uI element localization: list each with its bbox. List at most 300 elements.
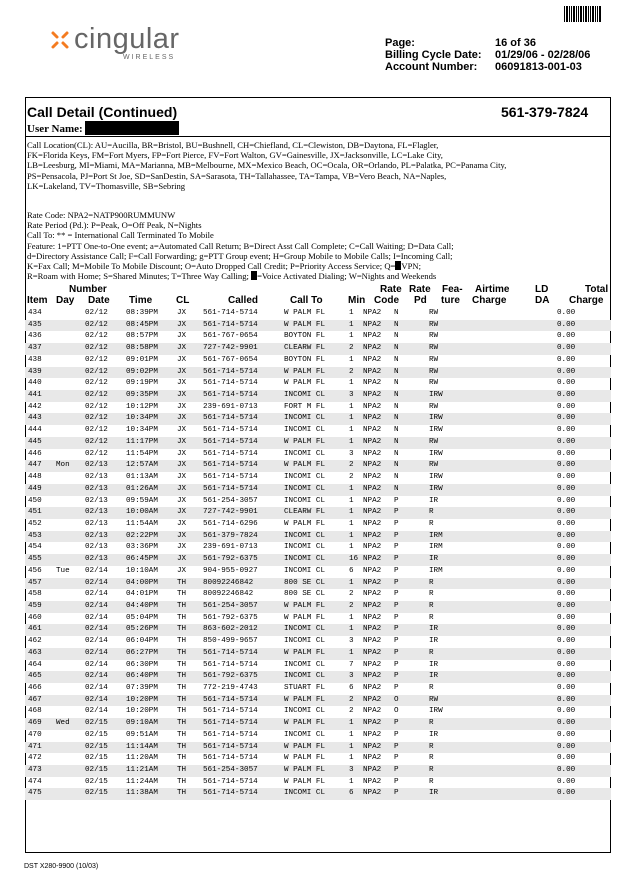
time-cell: 12:57AM bbox=[126, 461, 158, 470]
day-cell: Wed bbox=[56, 719, 70, 728]
min-cell: 1 bbox=[349, 402, 354, 411]
call-to-legend: Call To: ** = International Call Terminated To Mobile bbox=[27, 230, 214, 241]
total-charge-cell: 0.00 bbox=[557, 578, 576, 587]
total-charge-cell: 0.00 bbox=[557, 590, 576, 599]
date-cell: 02/12 bbox=[85, 355, 108, 364]
rate-code-cell: NPA2 bbox=[363, 660, 382, 669]
table-row bbox=[25, 601, 611, 613]
number-cell: 561-714-5714 bbox=[203, 484, 258, 493]
total-charge-cell: 0.00 bbox=[557, 320, 576, 329]
item-cell: 467 bbox=[28, 695, 42, 704]
total-charge-cell: 0.00 bbox=[557, 414, 576, 423]
cl-cell: TH bbox=[177, 601, 187, 610]
number-cell: 727-742-9901 bbox=[203, 508, 258, 517]
total-charge-cell: 0.00 bbox=[557, 730, 576, 739]
time-cell: 02:22PM bbox=[126, 531, 158, 540]
rate-code-cell: NPA2 bbox=[363, 496, 382, 505]
number-cell: 239-691-0713 bbox=[203, 543, 258, 552]
feature-cell: R bbox=[429, 719, 434, 728]
item-cell: 449 bbox=[28, 484, 42, 493]
date-cell: 02/14 bbox=[85, 637, 108, 646]
cl-cell: JX bbox=[177, 437, 187, 446]
item-cell: 472 bbox=[28, 754, 42, 763]
min-cell: 6 bbox=[349, 684, 354, 692]
min-cell: 2 bbox=[349, 695, 354, 704]
cl-cell: JX bbox=[177, 344, 187, 353]
call-to-cell: W PALM FL bbox=[284, 437, 326, 446]
rate-code-cell: NPA2 bbox=[363, 789, 382, 798]
col-cl: CL bbox=[176, 295, 190, 306]
brand-name: cingular bbox=[74, 23, 180, 55]
rate-code-cell: NPA2 bbox=[363, 672, 382, 681]
date-cell: 02/13 bbox=[85, 496, 108, 505]
table-row bbox=[25, 355, 611, 367]
call-to-cell: INCOMI CL bbox=[284, 414, 326, 423]
rate-pd-cell: N bbox=[394, 367, 399, 376]
table-row bbox=[25, 496, 611, 508]
col-time: Time bbox=[129, 295, 153, 306]
table-row bbox=[25, 706, 611, 718]
cl-cell: TH bbox=[177, 578, 187, 587]
location-legend-line: LB=Leesburg, MI=Miami, MA=Marianna, MB=Melbourne, MX=Mexico Beach, OC=Ocala, OR=Orlando, PL=Palatka, PC=Panama City, bbox=[27, 160, 507, 171]
table-row bbox=[25, 730, 611, 742]
call-to-cell: W PALM FL bbox=[284, 766, 326, 775]
time-cell: 03:36PM bbox=[126, 543, 158, 552]
call-to-cell: W PALM FL bbox=[284, 309, 326, 317]
min-cell: 3 bbox=[349, 391, 354, 400]
time-cell: 09:02PM bbox=[126, 367, 158, 376]
feature-cell: R bbox=[429, 508, 434, 517]
call-to-cell: FORT M FL bbox=[284, 402, 326, 411]
rate-pd-cell: P bbox=[394, 672, 399, 681]
call-to-cell: CLEARW FL bbox=[284, 508, 326, 517]
time-cell: 11:24AM bbox=[126, 777, 158, 786]
rate-code-cell: NPA2 bbox=[363, 730, 382, 739]
date-cell: 02/13 bbox=[85, 508, 108, 517]
number-cell: 561-714-5714 bbox=[203, 379, 258, 388]
total-charge-cell: 0.00 bbox=[557, 719, 576, 728]
rate-code-cell: NPA2 bbox=[363, 402, 382, 411]
cl-cell: JX bbox=[177, 367, 187, 376]
location-legend-line: FK=Florida Keys, FM=Fort Myers, FP=Fort Pierce, FV=Fort Walton, GV=Gainesville, JX=Jacksonville, LC=Lake City, bbox=[27, 150, 443, 161]
total-charge-cell: 0.00 bbox=[557, 449, 576, 458]
time-cell: 09:19PM bbox=[126, 379, 158, 388]
min-cell: 3 bbox=[349, 449, 354, 458]
call-to-cell: INCOMI CL bbox=[284, 449, 326, 458]
table-row bbox=[25, 331, 611, 343]
rate-pd-cell: P bbox=[394, 777, 399, 786]
date-cell: 02/15 bbox=[85, 789, 108, 798]
rate-pd-cell: P bbox=[394, 578, 399, 587]
table-row bbox=[25, 613, 611, 625]
time-cell: 10:12PM bbox=[126, 402, 158, 411]
item-cell: 447 bbox=[28, 461, 42, 470]
min-cell: 1 bbox=[349, 519, 354, 528]
table-row bbox=[25, 589, 611, 601]
min-cell: 3 bbox=[349, 672, 354, 681]
item-cell: 437 bbox=[28, 344, 42, 353]
number-cell: 561-792-6375 bbox=[203, 613, 258, 622]
feature-cell: IR bbox=[429, 496, 439, 505]
call-to-cell: INCOMI CL bbox=[284, 707, 326, 716]
min-cell: 1 bbox=[349, 578, 354, 587]
rate-code-cell: NPA2 bbox=[363, 543, 382, 552]
number-cell: 561-379-7824 bbox=[203, 531, 258, 540]
date-cell: 02/12 bbox=[85, 379, 108, 388]
rate-pd-cell: N bbox=[394, 355, 399, 364]
feature-cell: IRW bbox=[429, 414, 443, 423]
cingular-logo bbox=[50, 24, 190, 64]
min-cell: 2 bbox=[349, 601, 354, 610]
number-cell: 561-254-3057 bbox=[203, 766, 258, 775]
feature-legend-4b: =Voice Activated Dialing; W=Nights and Weekends bbox=[257, 271, 437, 282]
call-to-cell: INCOMI CL bbox=[284, 730, 326, 739]
cl-cell: JX bbox=[177, 391, 187, 400]
table-row bbox=[25, 437, 611, 449]
feature-cell: RW bbox=[429, 379, 439, 388]
number-cell: 727-742-9901 bbox=[203, 344, 258, 353]
total-charge-cell: 0.00 bbox=[557, 555, 576, 564]
rate-code-cell: NPA2 bbox=[363, 332, 382, 341]
call-to-cell: W PALM FL bbox=[284, 367, 326, 376]
number-cell: 904-955-0927 bbox=[203, 566, 258, 575]
min-cell: 1 bbox=[349, 730, 354, 739]
total-charge-cell: 0.00 bbox=[557, 426, 576, 435]
table-row bbox=[25, 484, 611, 496]
total-charge-cell: 0.00 bbox=[557, 742, 576, 751]
time-cell: 06:04PM bbox=[126, 637, 158, 646]
item-cell: 471 bbox=[28, 742, 42, 751]
time-cell: 04:01PM bbox=[126, 590, 158, 599]
feature-legend-4a: R=Roam with Home; S=Shared Minutes; T=Three Way Calling; bbox=[27, 271, 252, 282]
total-charge-cell: 0.00 bbox=[557, 379, 576, 388]
col-rate-code-top: Rate bbox=[380, 284, 402, 295]
rate-pd-cell: P bbox=[394, 719, 399, 728]
item-cell: 461 bbox=[28, 625, 42, 634]
column-headers bbox=[25, 284, 611, 308]
min-cell: 2 bbox=[349, 344, 354, 353]
total-charge-cell: 0.00 bbox=[557, 367, 576, 376]
time-cell: 05:26PM bbox=[126, 625, 158, 634]
time-cell: 08:57PM bbox=[126, 332, 158, 341]
cl-cell: JX bbox=[177, 543, 187, 552]
total-charge-cell: 0.00 bbox=[557, 601, 576, 610]
number-cell: 561-714-5714 bbox=[203, 309, 258, 317]
rate-code-cell: NPA2 bbox=[363, 601, 382, 610]
col-number-top: Number bbox=[69, 284, 107, 295]
total-charge-cell: 0.00 bbox=[557, 625, 576, 634]
cl-cell: JX bbox=[177, 309, 187, 317]
rate-pd-cell: P bbox=[394, 508, 399, 517]
table-row bbox=[25, 519, 611, 531]
item-cell: 459 bbox=[28, 601, 42, 610]
item-cell: 458 bbox=[28, 590, 42, 599]
item-cell: 446 bbox=[28, 449, 42, 458]
rate-code-cell: NPA2 bbox=[363, 742, 382, 751]
table-row bbox=[25, 320, 611, 332]
item-cell: 474 bbox=[28, 777, 42, 786]
feature-cell: IRM bbox=[429, 531, 443, 540]
time-cell: 08:58PM bbox=[126, 344, 158, 353]
call-to-cell: INCOMI CL bbox=[284, 426, 326, 435]
date-cell: 02/13 bbox=[85, 461, 108, 470]
cl-cell: TH bbox=[177, 766, 187, 775]
col-ld-top: LD bbox=[535, 284, 549, 295]
day-cell: Tue bbox=[56, 566, 70, 575]
location-legend-line: Call Location(CL): AU=Aucilla, BR=Bristol, BU=Bushnell, CH=Chiefland, CL=Clewiston, DB=Daytona, FL=Flagler, bbox=[27, 140, 439, 150]
rate-pd-cell: P bbox=[394, 613, 399, 622]
rate-pd-cell: N bbox=[394, 391, 399, 400]
table-row bbox=[25, 460, 611, 472]
feature-cell: IR bbox=[429, 730, 439, 739]
number-cell: 561-714-5714 bbox=[203, 391, 258, 400]
number-cell: 80092246842 bbox=[203, 578, 254, 587]
table-row bbox=[25, 788, 611, 800]
min-cell: 1 bbox=[349, 719, 354, 728]
number-cell: 561-714-5714 bbox=[203, 719, 258, 728]
number-cell: 561-714-6296 bbox=[203, 519, 258, 528]
min-cell: 6 bbox=[349, 566, 354, 575]
col-ld-bottom: DA bbox=[535, 295, 550, 306]
total-charge-cell: 0.00 bbox=[557, 473, 576, 482]
date-cell: 02/14 bbox=[85, 613, 108, 622]
time-cell: 04:40PM bbox=[126, 601, 158, 610]
total-charge-cell: 0.00 bbox=[557, 789, 576, 798]
time-cell: 10:34PM bbox=[126, 414, 158, 423]
call-to-cell: W PALM FL bbox=[284, 648, 326, 657]
time-cell: 11:38AM bbox=[126, 789, 158, 798]
min-cell: 1 bbox=[349, 414, 354, 423]
col-rate-pd-top: Rate bbox=[409, 284, 431, 295]
call-to-cell: W PALM FL bbox=[284, 379, 326, 388]
call-to-cell: 800 SE CL bbox=[284, 590, 326, 599]
cl-cell: JX bbox=[177, 555, 187, 564]
rate-pd-cell: P bbox=[394, 555, 399, 564]
total-charge-cell: 0.00 bbox=[557, 695, 576, 704]
feature-cell: IRW bbox=[429, 449, 443, 458]
min-cell: 1 bbox=[349, 496, 354, 505]
total-charge-cell: 0.00 bbox=[557, 637, 576, 646]
feature-cell: IRW bbox=[429, 484, 443, 493]
call-to-cell: INCOMI CL bbox=[284, 566, 326, 575]
date-cell: 02/13 bbox=[85, 555, 108, 564]
call-to-cell: INCOMI CL bbox=[284, 625, 326, 634]
rate-code-cell: NPA2 bbox=[363, 508, 382, 517]
date-cell: 02/12 bbox=[85, 426, 108, 435]
user-name-label: User Name: bbox=[27, 123, 83, 135]
rate-code-cell: NPA2 bbox=[363, 695, 382, 704]
table-row bbox=[25, 695, 611, 707]
item-cell: 445 bbox=[28, 437, 42, 446]
item-cell: 442 bbox=[28, 402, 42, 411]
feature-cell: R bbox=[429, 684, 434, 692]
number-cell: 80092246842 bbox=[203, 590, 254, 599]
rate-pd-cell: P bbox=[394, 531, 399, 540]
rate-code-cell: NPA2 bbox=[363, 590, 382, 599]
feature-cell: RW bbox=[429, 461, 439, 470]
feature-cell: IR bbox=[429, 637, 439, 646]
rate-pd-cell: P bbox=[394, 625, 399, 634]
rate-code-cell: NPA2 bbox=[363, 566, 382, 575]
feature-cell: R bbox=[429, 601, 434, 610]
item-cell: 436 bbox=[28, 332, 42, 341]
rate-pd-cell: P bbox=[394, 684, 399, 692]
time-cell: 01:26AM bbox=[126, 484, 158, 493]
min-cell: 6 bbox=[349, 789, 354, 798]
number-cell: 239-691-0713 bbox=[203, 402, 258, 411]
rate-pd-cell: P bbox=[394, 789, 399, 798]
feature-cell: R bbox=[429, 754, 434, 763]
call-to-cell: W PALM FL bbox=[284, 461, 326, 470]
brand-tagline: WIRELESS bbox=[123, 54, 176, 61]
item-cell: 440 bbox=[28, 379, 42, 388]
rate-code-cell: NPA2 bbox=[363, 367, 382, 376]
cl-cell: TH bbox=[177, 789, 187, 798]
min-cell: 1 bbox=[349, 531, 354, 540]
feature-legend-2: d=Directory Assistance Call; F=Call Forwarding; g=PTT Group event; H=Group Mobile to Mobile Calls; I=Incoming Call; bbox=[27, 250, 453, 261]
number-cell: 561-767-0654 bbox=[203, 332, 258, 341]
item-cell: 443 bbox=[28, 414, 42, 423]
number-cell: 561-714-5714 bbox=[203, 742, 258, 751]
cl-cell: TH bbox=[177, 730, 187, 739]
rate-pd-cell: N bbox=[394, 414, 399, 423]
cl-cell: TH bbox=[177, 777, 187, 786]
rate-code-cell: NPA2 bbox=[363, 648, 382, 657]
number-cell: 561-714-5714 bbox=[203, 449, 258, 458]
min-cell: 3 bbox=[349, 766, 354, 775]
item-cell: 439 bbox=[28, 367, 42, 376]
rate-pd-cell: O bbox=[394, 695, 399, 704]
number-cell: 561-714-5714 bbox=[203, 777, 258, 786]
rate-code-cell: NPA2 bbox=[363, 391, 382, 400]
rate-code-cell: NPA2 bbox=[363, 754, 382, 763]
cl-cell: TH bbox=[177, 625, 187, 634]
item-cell: 453 bbox=[28, 531, 42, 540]
table-row bbox=[25, 507, 611, 519]
total-charge-cell: 0.00 bbox=[557, 672, 576, 681]
table-row bbox=[25, 671, 611, 683]
call-to-cell: INCOMI CL bbox=[284, 637, 326, 646]
item-cell: 463 bbox=[28, 648, 42, 657]
time-cell: 10:10AM bbox=[126, 566, 158, 575]
cl-cell: JX bbox=[177, 508, 187, 517]
number-cell: 561-792-6375 bbox=[203, 672, 258, 681]
call-to-cell: W PALM FL bbox=[284, 320, 326, 329]
total-charge-cell: 0.00 bbox=[557, 391, 576, 400]
rate-code-cell: NPA2 bbox=[363, 484, 382, 493]
date-cell: 02/12 bbox=[85, 391, 108, 400]
cl-cell: TH bbox=[177, 695, 187, 704]
divider bbox=[25, 136, 611, 137]
total-charge-cell: 0.00 bbox=[557, 707, 576, 716]
time-cell: 11:21AM bbox=[126, 766, 158, 775]
call-to-cell: W PALM FL bbox=[284, 719, 326, 728]
date-cell: 02/13 bbox=[85, 484, 108, 493]
table-row bbox=[25, 753, 611, 765]
time-cell: 11:54AM bbox=[126, 519, 158, 528]
feature-cell: RW bbox=[429, 402, 439, 411]
rate-code-cell: NPA2 bbox=[363, 613, 382, 622]
date-cell: 02/14 bbox=[85, 648, 108, 657]
total-charge-cell: 0.00 bbox=[557, 344, 576, 353]
date-cell: 02/13 bbox=[85, 543, 108, 552]
min-cell: 1 bbox=[349, 332, 354, 341]
item-cell: 462 bbox=[28, 637, 42, 646]
table-row bbox=[25, 413, 611, 425]
call-to-cell: BOYTON FL bbox=[284, 355, 326, 364]
table-row bbox=[25, 308, 611, 320]
total-charge-cell: 0.00 bbox=[557, 777, 576, 786]
col-min: Min bbox=[348, 295, 366, 306]
time-cell: 11:54PM bbox=[126, 449, 158, 458]
total-charge-cell: 0.00 bbox=[557, 402, 576, 411]
table-row bbox=[25, 660, 611, 672]
cl-cell: TH bbox=[177, 742, 187, 751]
time-cell: 07:39PM bbox=[126, 684, 158, 692]
rate-pd-cell: P bbox=[394, 754, 399, 763]
min-cell: 1 bbox=[349, 508, 354, 517]
rate-code-cell: NPA2 bbox=[363, 426, 382, 435]
rate-code-cell: NPA2 bbox=[363, 344, 382, 353]
rate-pd-cell: P bbox=[394, 730, 399, 739]
rate-code-cell: NPA2 bbox=[363, 684, 382, 692]
table-row bbox=[25, 425, 611, 437]
time-cell: 10:20PM bbox=[126, 695, 158, 704]
call-to-cell: CLEARW FL bbox=[284, 344, 326, 353]
total-charge-cell: 0.00 bbox=[557, 531, 576, 540]
rate-pd-cell: P bbox=[394, 496, 399, 505]
cl-cell: JX bbox=[177, 473, 187, 482]
item-cell: 451 bbox=[28, 508, 42, 517]
time-cell: 11:20AM bbox=[126, 754, 158, 763]
number-cell: 561-714-5714 bbox=[203, 754, 258, 763]
rate-pd-cell: N bbox=[394, 473, 399, 482]
total-charge-cell: 0.00 bbox=[557, 508, 576, 517]
date-cell: 02/14 bbox=[85, 590, 108, 599]
feature-cell: IRW bbox=[429, 473, 443, 482]
location-legend-line: PS=Pensacola, PJ=Port St Joe, SD=SanDestin, SA=Sarasota, TH=Tallahassee, TA=Tampa, VB=Vero Beach, NA=Naples, bbox=[27, 170, 447, 181]
total-charge-cell: 0.00 bbox=[557, 754, 576, 763]
date-cell: 02/14 bbox=[85, 695, 108, 704]
call-to-cell: INCOMI CL bbox=[284, 789, 326, 798]
feature-cell: IRW bbox=[429, 391, 443, 400]
total-charge-cell: 0.00 bbox=[557, 484, 576, 493]
cl-cell: JX bbox=[177, 484, 187, 493]
item-cell: 444 bbox=[28, 426, 42, 435]
rate-pd-cell: N bbox=[394, 426, 399, 435]
total-charge-cell: 0.00 bbox=[557, 543, 576, 552]
rate-pd-cell: P bbox=[394, 742, 399, 751]
time-cell: 09:59AM bbox=[126, 496, 158, 505]
rate-pd-cell: N bbox=[394, 461, 399, 470]
col-day: Day bbox=[56, 295, 75, 306]
rate-code-cell: NPA2 bbox=[363, 379, 382, 388]
feature-legend-3b: VPN; bbox=[401, 261, 421, 272]
table-row bbox=[25, 718, 611, 730]
min-cell: 1 bbox=[349, 437, 354, 446]
time-cell: 08:39PM bbox=[126, 309, 158, 317]
call-to-cell: W PALM FL bbox=[284, 613, 326, 622]
date-cell: 02/12 bbox=[85, 414, 108, 423]
rate-code-cell: NPA2 bbox=[363, 766, 382, 775]
date-cell: 02/12 bbox=[85, 449, 108, 458]
feature-cell: RW bbox=[429, 309, 439, 317]
account-number-label: Account Number: bbox=[385, 61, 478, 73]
total-charge-cell: 0.00 bbox=[557, 496, 576, 505]
time-cell: 01:13AM bbox=[126, 473, 158, 482]
table-row bbox=[25, 648, 611, 660]
rate-code-cell: NPA2 bbox=[363, 719, 382, 728]
